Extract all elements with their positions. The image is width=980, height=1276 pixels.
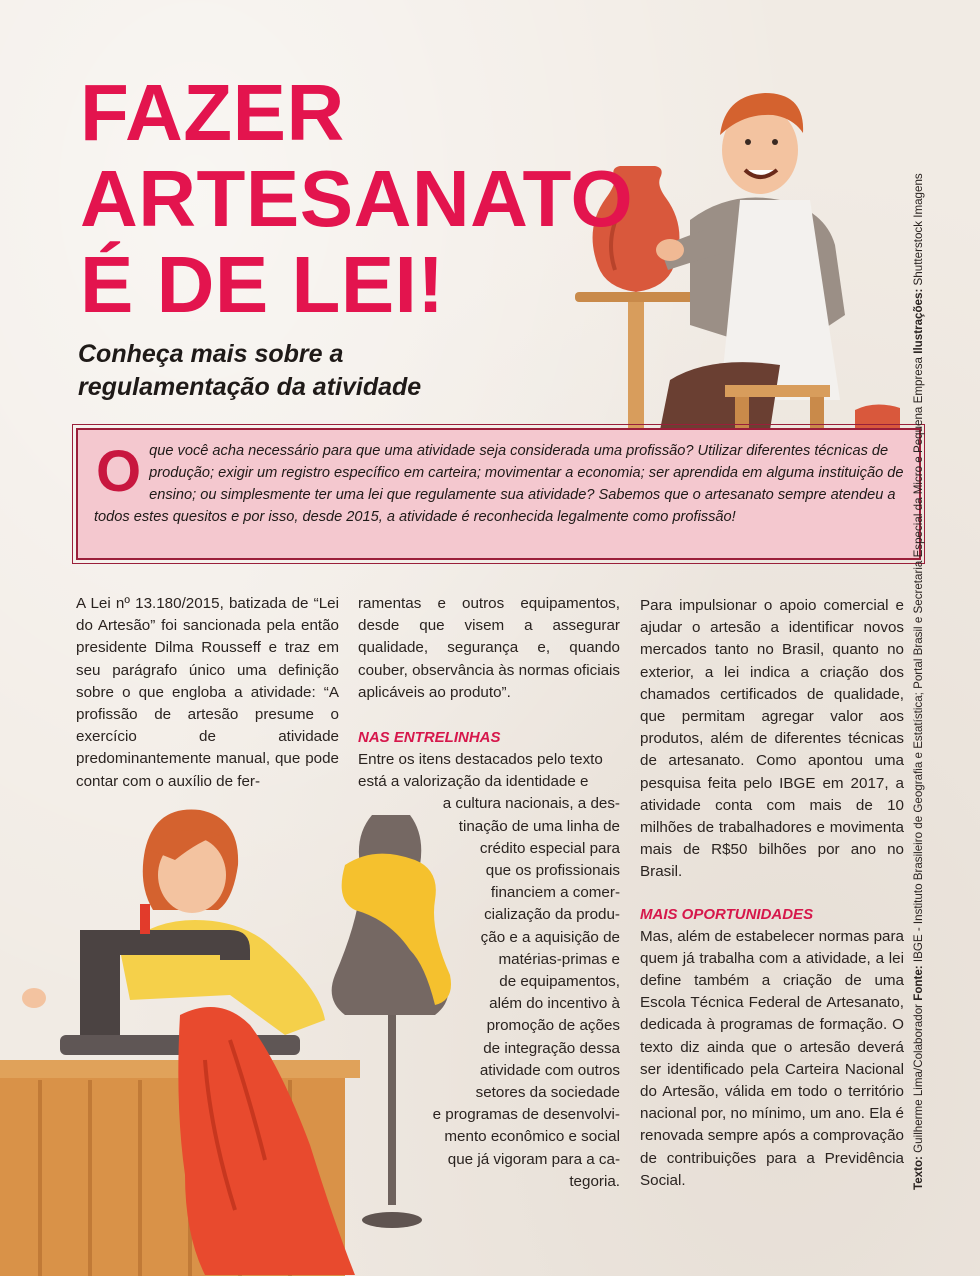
credits-source: IBGE - Instituto Brasileiro de Geografia e Estatística; Portal Brasil e Secretaria Especial da Micro e Pequena Empresa [912,357,925,963]
wrap-line: promoção de ações [486,1017,620,1035]
credits-illustrations: Shutterstock Imagens [912,173,925,286]
vertical-credits [912,173,926,1190]
column-1-paragraph: A Lei nº 13.180/2015, batizada de “Lei do Artesão” foi sancionada pela então presidente Dilma Rousseff e traz em seu parágrafo único uma definição sobre o que engloba a atividade: “A profissão de artesão presume o exercício de atividade predominantemente manual, que pode contar com o auxílio de fer- [76,595,339,790]
credits-author: Guilherme Lima/Colaborador [912,1003,925,1153]
column-3-paragraph-1: Para impulsionar o apoio comercial e ajudar o artesão a identificar novos mercados tanto no Brasil, quanto no exterior, a lei indica a criação dos chamados certificados de qualidade, que permitam agregar valor aos produtos, além de diferentes técnicas de artesanato. Como apontou uma pesquisa feita pelo IBGE em 2017, a atividade conta com mais de 10 milhões de trabalhadores e movimenta mais de R$50 bilhões por ano no Brasil. [640,597,904,881]
wrap-line: que já vigoram para a ca- [447,1150,620,1168]
intro-paragraph [94,440,906,528]
subtitle-line-2: regulamentação da atividade [78,373,422,401]
title-line-3: É DE LEI! [80,240,445,329]
wrap-line: cialização da produ- [484,906,620,924]
wrap-line: tinação de uma linha de [458,817,620,835]
dropcap: O [96,439,142,504]
column-2-section [358,727,620,1193]
column-2 [358,593,620,704]
subtitle [78,338,538,404]
subtitle-line-1: Conheça mais sobre a [78,340,344,368]
wrap-line: e programas de desenvolvi- [432,1106,620,1124]
title-line-2: ARTESANATO [80,154,634,243]
wrap-line: atividade com outros [479,1061,620,1079]
page-title [80,70,633,328]
section-heading-nas-entrelinhas: NAS ENTRELINHAS [358,729,501,746]
wrap-line: crédito especial para [479,839,620,857]
wrap-line: financiem a comer- [490,884,620,902]
column-1 [76,593,339,793]
credits-label-source: Fonte: [912,965,925,1001]
column-3 [640,595,904,1192]
wrap-line: matérias-primas e [498,950,620,968]
wrap-line: setores da sociedade [475,1084,620,1102]
wrap-line: além do incentivo à [489,995,620,1013]
credits-label-text: Texto: [912,1156,925,1190]
intro-text: que você acha necessário para que uma atividade seja considerada uma profissão? Utilizar diferentes técnicas de produção; exigir um registro específico em carteira; movimentar a economia; ser aprendida em alguma instituição de ensino; ou simplesmente ter uma lei que regulamente sua atividade? Sabemos que o artesanato sempre atendeu a todos estes quesitos e por isso, desde 2015, a atividade é reconhecida legalmente como profissão! [94,443,904,525]
title-line-1: FAZER [80,68,345,157]
credits-label-illustrations: Ilustrações: [912,288,925,354]
wrap-line: de integração dessa [483,1039,620,1057]
wrap-line: está a valorização da identidade e [358,773,589,791]
wrap-line: Entre os itens destacados pelo texto [358,751,603,768]
column-2-wrapped-paragraph [358,749,620,1193]
wrap-line: mento econômico e social [444,1128,620,1146]
wrap-line: a cultura nacionais, a des- [442,795,620,813]
column-3-paragraph-2: Mas, além de estabelecer normas para quem já trabalha com a atividade, a lei define também a criação de uma Escola Técnica Federal de Artesanato, dedicada à programas de formação. O texto diz ainda que o artesão deverá ser identificado pela Carteira Nacional do Artesão, válida em todo o território nacional por, no mínimo, um ano. Ela é renovada sempre após a comprovação de contribuições para a Previdência Social. [640,927,904,1189]
column-2-paragraph: ramentas e outros equipamentos, desde que visem a assegurar qualidade, segurança e, quando couber, observância às normas oficiais aplicáveis ao produto”. [358,595,620,701]
wrap-line: ção e a aquisição de [480,928,620,946]
wrap-line: que os profissionais [485,862,620,880]
section-heading-mais-oportunidades: MAIS OPORTUNIDADES [640,905,814,923]
wrap-line: de equipamentos, [499,973,620,991]
wrap-line: tegoria. [569,1172,620,1190]
